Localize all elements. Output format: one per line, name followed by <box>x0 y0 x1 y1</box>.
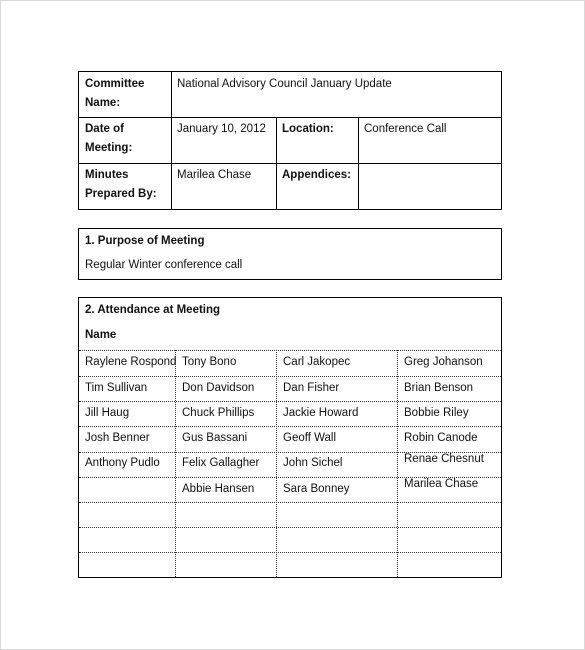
minutes-prepared-by-value: Marilea Chase <box>177 169 252 181</box>
attendee-name: Raylene Rospond <box>85 356 177 368</box>
attendee-name: Greg Johanson <box>404 356 483 368</box>
attendee-name: Jackie Howard <box>283 407 359 419</box>
committee-name-label: Committee Name: <box>85 78 145 109</box>
location-value: Conference Call <box>364 123 447 135</box>
attendee-name: Josh Benner <box>85 432 150 444</box>
attendee-name: Gus Bassani <box>182 432 248 444</box>
attendee-name: Geoff Wall <box>283 432 337 444</box>
appendices-value <box>358 164 370 168</box>
attendee-name: Tony Bono <box>182 356 237 368</box>
attendee-name: Carl Jakopec <box>283 356 351 368</box>
meeting-date-label: Date of Meeting: <box>85 123 133 154</box>
attendee-name: Don Davidson <box>182 382 255 394</box>
attendee-name: Sara Bonney <box>283 483 350 495</box>
attendee-name: Felix Gallagher <box>182 457 260 469</box>
attendee-name: Tim Sullivan <box>85 382 148 394</box>
attendee-name: John Sichel <box>283 457 343 469</box>
attendee-name: Renae Chesnut <box>404 453 484 465</box>
appendices-label: Appendices: <box>282 169 352 181</box>
purpose-section <box>78 228 502 280</box>
attendee-name: Dan Fisher <box>283 382 340 394</box>
meeting-date-value: January 10, 2012 <box>177 123 266 135</box>
location-label: Location: <box>282 123 334 135</box>
attendance-heading: 2. Attendance at Meeting <box>85 304 221 316</box>
name-column-label: Name <box>85 329 117 341</box>
attendance-section <box>78 297 502 578</box>
attendee-name: Bobbie Riley <box>404 407 469 419</box>
committee-name-value: National Advisory Council January Update <box>177 78 392 90</box>
attendee-name: Robin Canode <box>404 432 478 444</box>
minutes-prepared-by-label: Minutes Prepared By: <box>85 169 157 200</box>
attendee-name: Brian Benson <box>404 382 474 394</box>
attendee-name: Abbie Hansen <box>182 483 255 495</box>
attendee-name: Jill Haug <box>85 407 130 419</box>
attendee-name: Chuck Phillips <box>182 407 255 419</box>
attendee-name: Marilea Chase <box>404 478 479 490</box>
meeting-info-table <box>78 71 502 210</box>
attendee-name: Anthony Pudlo <box>85 457 160 469</box>
purpose-heading: 1. Purpose of Meeting <box>85 235 205 247</box>
purpose-text: Regular Winter conference call <box>85 259 243 271</box>
